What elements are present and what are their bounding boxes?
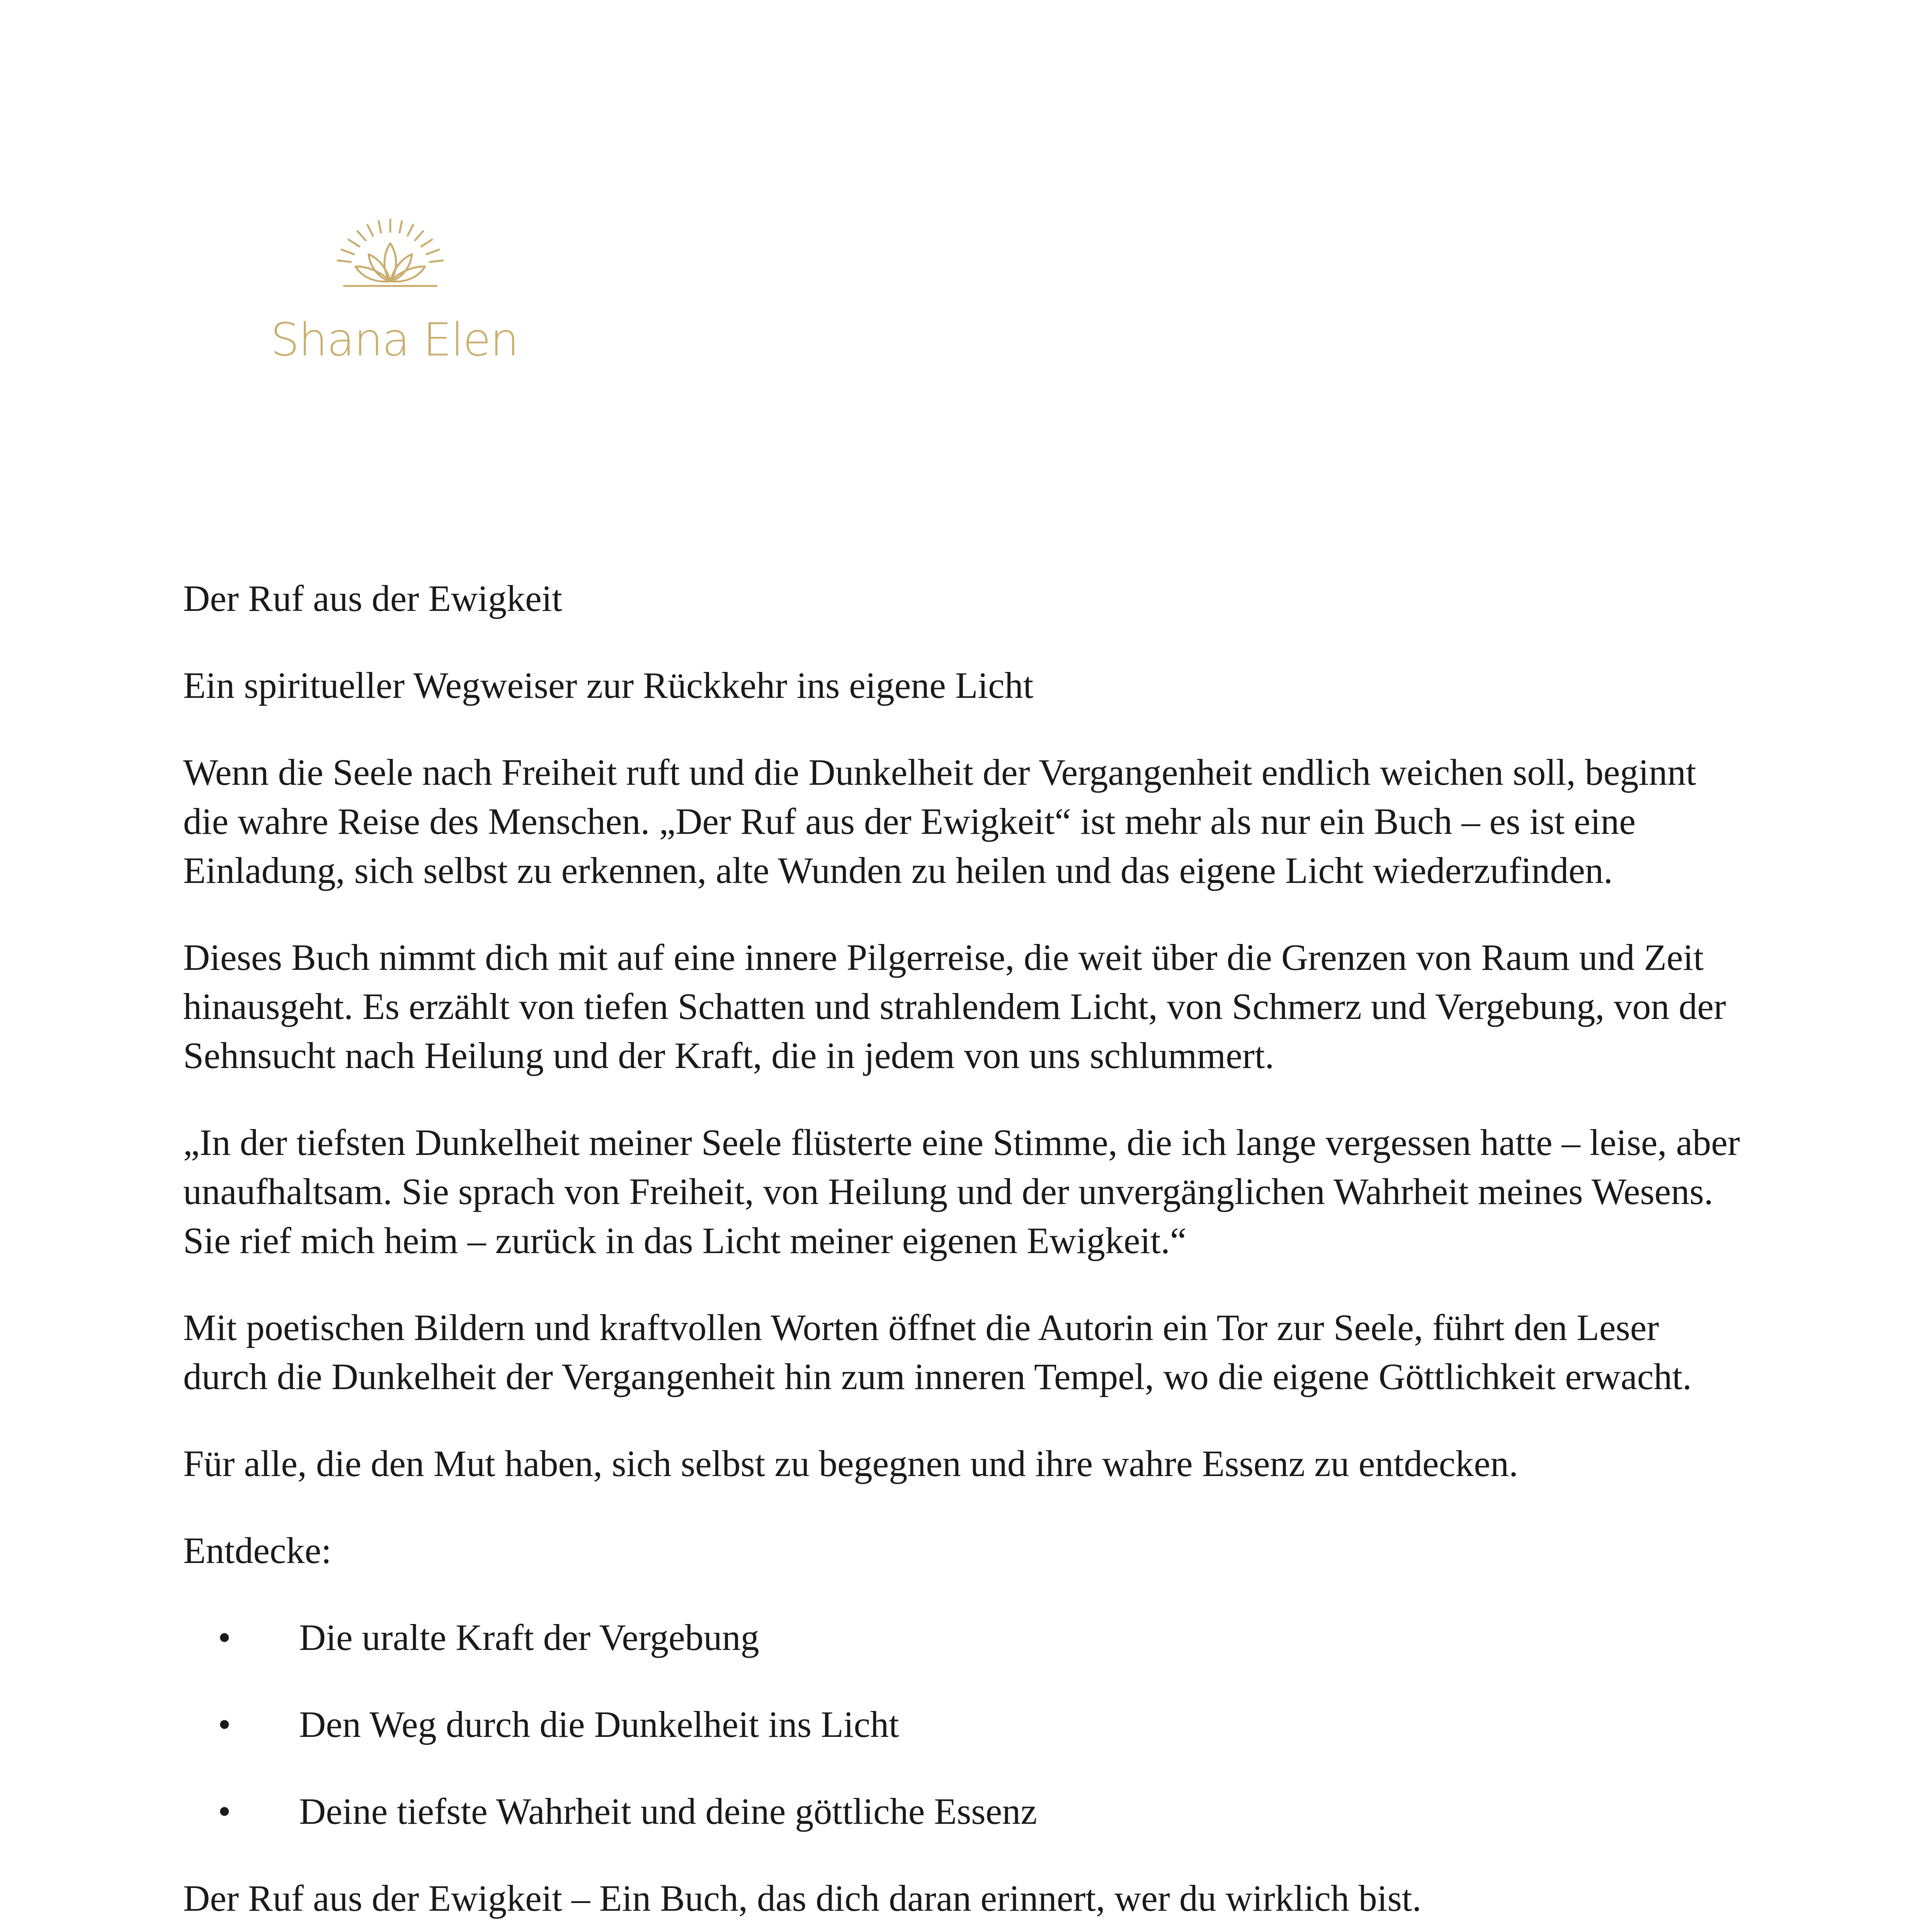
discover-list [183, 1613, 1748, 1836]
document-body [183, 574, 1748, 1932]
list-item-text: Die uralte Kraft der Vergebung [299, 1617, 759, 1658]
document-title: Der Ruf aus der Ewigkeit [183, 578, 563, 619]
list-item [183, 1613, 1748, 1662]
paragraph-intro: Wenn die Seele nach Freiheit ruft und die Dunkelheit der Vergangenheit endlich weichen soll, beginnt die wahre Reise des Menschen. „Der Ruf aus der Ewigkeit“ ist mehr als nur ein Buch – es ist eine Einladung, sich selbst zu erkennen, alte Wunden zu heilen und das eigene Licht wiederzufinden. [183, 752, 1696, 891]
paragraph-journey: Dieses Buch nimmt dich mit auf eine innere Pilgerreise, die weit über die Grenzen von Raum und Zeit hinausgeht. Es erzählt von tiefen Schatten und strahlendem Licht, von Schmerz und Vergebung, von der Sehnsucht nach Heilung und der Kraft, die in jedem von uns schlummert. [183, 937, 1726, 1076]
list-item [183, 1700, 1748, 1749]
list-item-text: Deine tiefste Wahrheit und deine göttliche Essenz [299, 1791, 1037, 1832]
bullet-icon: • [218, 1704, 231, 1745]
brand-logo-text: Shana Elen [270, 313, 519, 366]
document-subtitle: Ein spiritueller Wegweiser zur Rückkehr ins eigene Licht [183, 665, 1034, 706]
list-item-text: Den Weg durch die Dunkelheit ins Licht [299, 1704, 899, 1745]
paragraph-audience: Für alle, die den Mut haben, sich selbst zu begegnen und ihre wahre Essenz zu entdecken. [183, 1443, 1518, 1484]
quote-paragraph: „In der tiefsten Dunkelheit meiner Seele flüsterte eine Stimme, die ich lange vergessen hatte – leise, aber unaufhaltsam. Sie sprach von Freiheit, von Heilung und der unvergänglichen Wahrheit meines Wesens. Sie rief mich heim – zurück in das Licht meiner eigenen Ewigkeit.“ [183, 1122, 1740, 1261]
closing-paragraph: Der Ruf aus der Ewigkeit – Ein Buch, das dich daran erinnert, wer du wirklich bist. [183, 1878, 1422, 1919]
paragraph-author: Mit poetischen Bildern und kraftvollen Worten öffnet die Autorin ein Tor zur Seele, führt den Leser durch die Dunkelheit der Vergangenheit hin zum inneren Tempel, wo die eigene Göttlichkeit erwacht. [183, 1307, 1692, 1397]
list-item [183, 1787, 1748, 1836]
bullet-icon: • [218, 1617, 231, 1658]
list-intro: Entdecke: [183, 1530, 332, 1571]
brand-logo [270, 216, 519, 379]
lotus-sun-icon [328, 216, 452, 294]
bullet-icon: • [218, 1791, 231, 1832]
